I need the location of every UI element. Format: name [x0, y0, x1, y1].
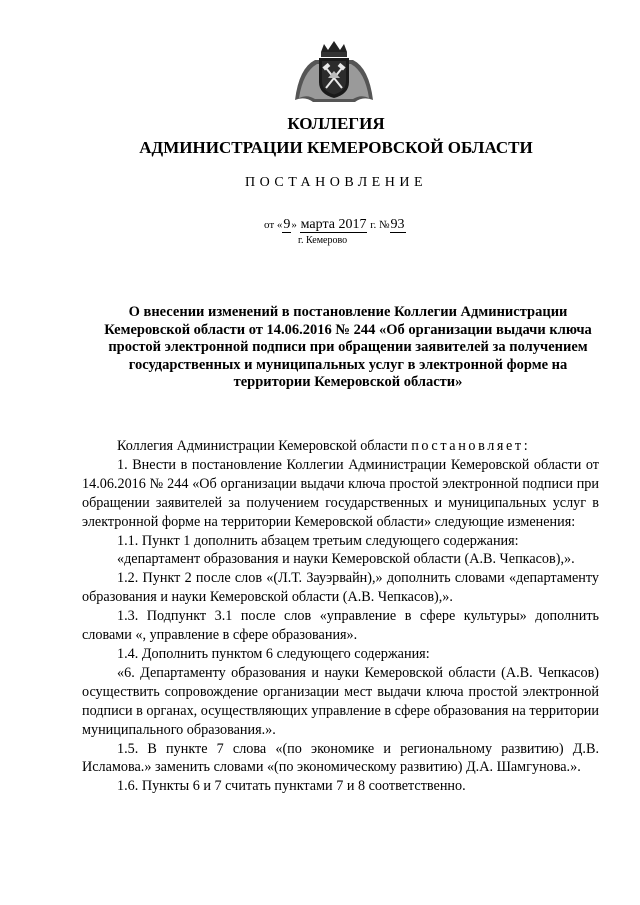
kemerovo-oblast-coat-of-arms-icon: [293, 38, 375, 108]
date-month-year: марта 2017: [300, 217, 367, 232]
clause-1-5: 1.5. В пункте 7 слова «(по экономике и региональному развитию) Д.В. Исламова.» заменить словами «(по экономическому развитию) Д.А. Шамгунова.».: [82, 740, 599, 776]
clause-1-2: 1.2. Пункт 2 после слов «(Л.Т. Зауэрвайн),» дополнить словами «департаменту образования и науки Кемеровской области (А.В. Чепкасов),».: [82, 570, 599, 606]
organization-name-line-2: АДМИНИСТРАЦИИ КЕМЕРОВСКОЙ ОБЛАСТИ: [139, 138, 533, 157]
resolves-word: постановляет:: [411, 438, 531, 454]
date-day: 9: [283, 217, 291, 232]
clause-1-4-text: «6. Департаменту образования и науки Кемеровской области (А.В. Чепкасов) осуществить сопровождение организации мест выдачи ключа простой электронной подписи в органах, осуществляющих управление в сфере образования на территории муниципального образования.».: [82, 664, 599, 738]
clause-1-4: 1.4. Дополнить пунктом 6 следующего содержания:: [117, 645, 430, 662]
date-year-suffix: г.: [370, 219, 377, 231]
clause-1-3: 1.3. Подпункт 3.1 после слов «управление в сфере культуры» дополнить словами «, управление в сфере образования».: [82, 608, 599, 644]
city-name: г. Кемерово: [298, 235, 348, 246]
document-type: ПОСТАНОВЛЕНИЕ: [244, 175, 428, 190]
organization-name-line-1: КОЛЛЕГИЯ: [287, 114, 385, 133]
clause-1-6: 1.6. Пункты 6 и 7 считать пунктами 7 и 8 соответственно.: [117, 778, 466, 795]
date-mid: »: [291, 219, 297, 231]
document-body: [82, 437, 599, 796]
document-number: 93: [390, 217, 405, 232]
intro-text: Коллегия Администрации Кемеровской области: [117, 438, 412, 454]
clause-1: 1. Внести в постановление Коллегии Администрации Кемеровской области от 14.06.2016 № 244 «Об организации выдачи ключа простой электронной подписи при обращении заявителей за получением государственных и муниципальных услуг в электронной форме на территории Кемеровской области» следующие изменения:: [82, 456, 599, 530]
date-prefix: от «: [264, 219, 283, 231]
document-title: О внесении изменений в постановление Коллегии Администрации Кемеровской области от 14.06.2016 № 244 «Об организации выдачи ключа простой электронной подписи при обращении заявителей за получением государственных и муниципальных услуг в электронной форме на территории Кемеровской области»: [104, 304, 592, 390]
number-label: №: [379, 219, 390, 231]
clause-1-1: 1.1. Пункт 1 дополнить абзацем третьим следующего содержания:: [117, 532, 519, 549]
intro-paragraph: [82, 437, 599, 456]
document-date-line: [264, 217, 464, 233]
clause-1-1-text: «департамент образования и науки Кемеровской области (А.В. Чепкасов),».: [117, 551, 575, 568]
